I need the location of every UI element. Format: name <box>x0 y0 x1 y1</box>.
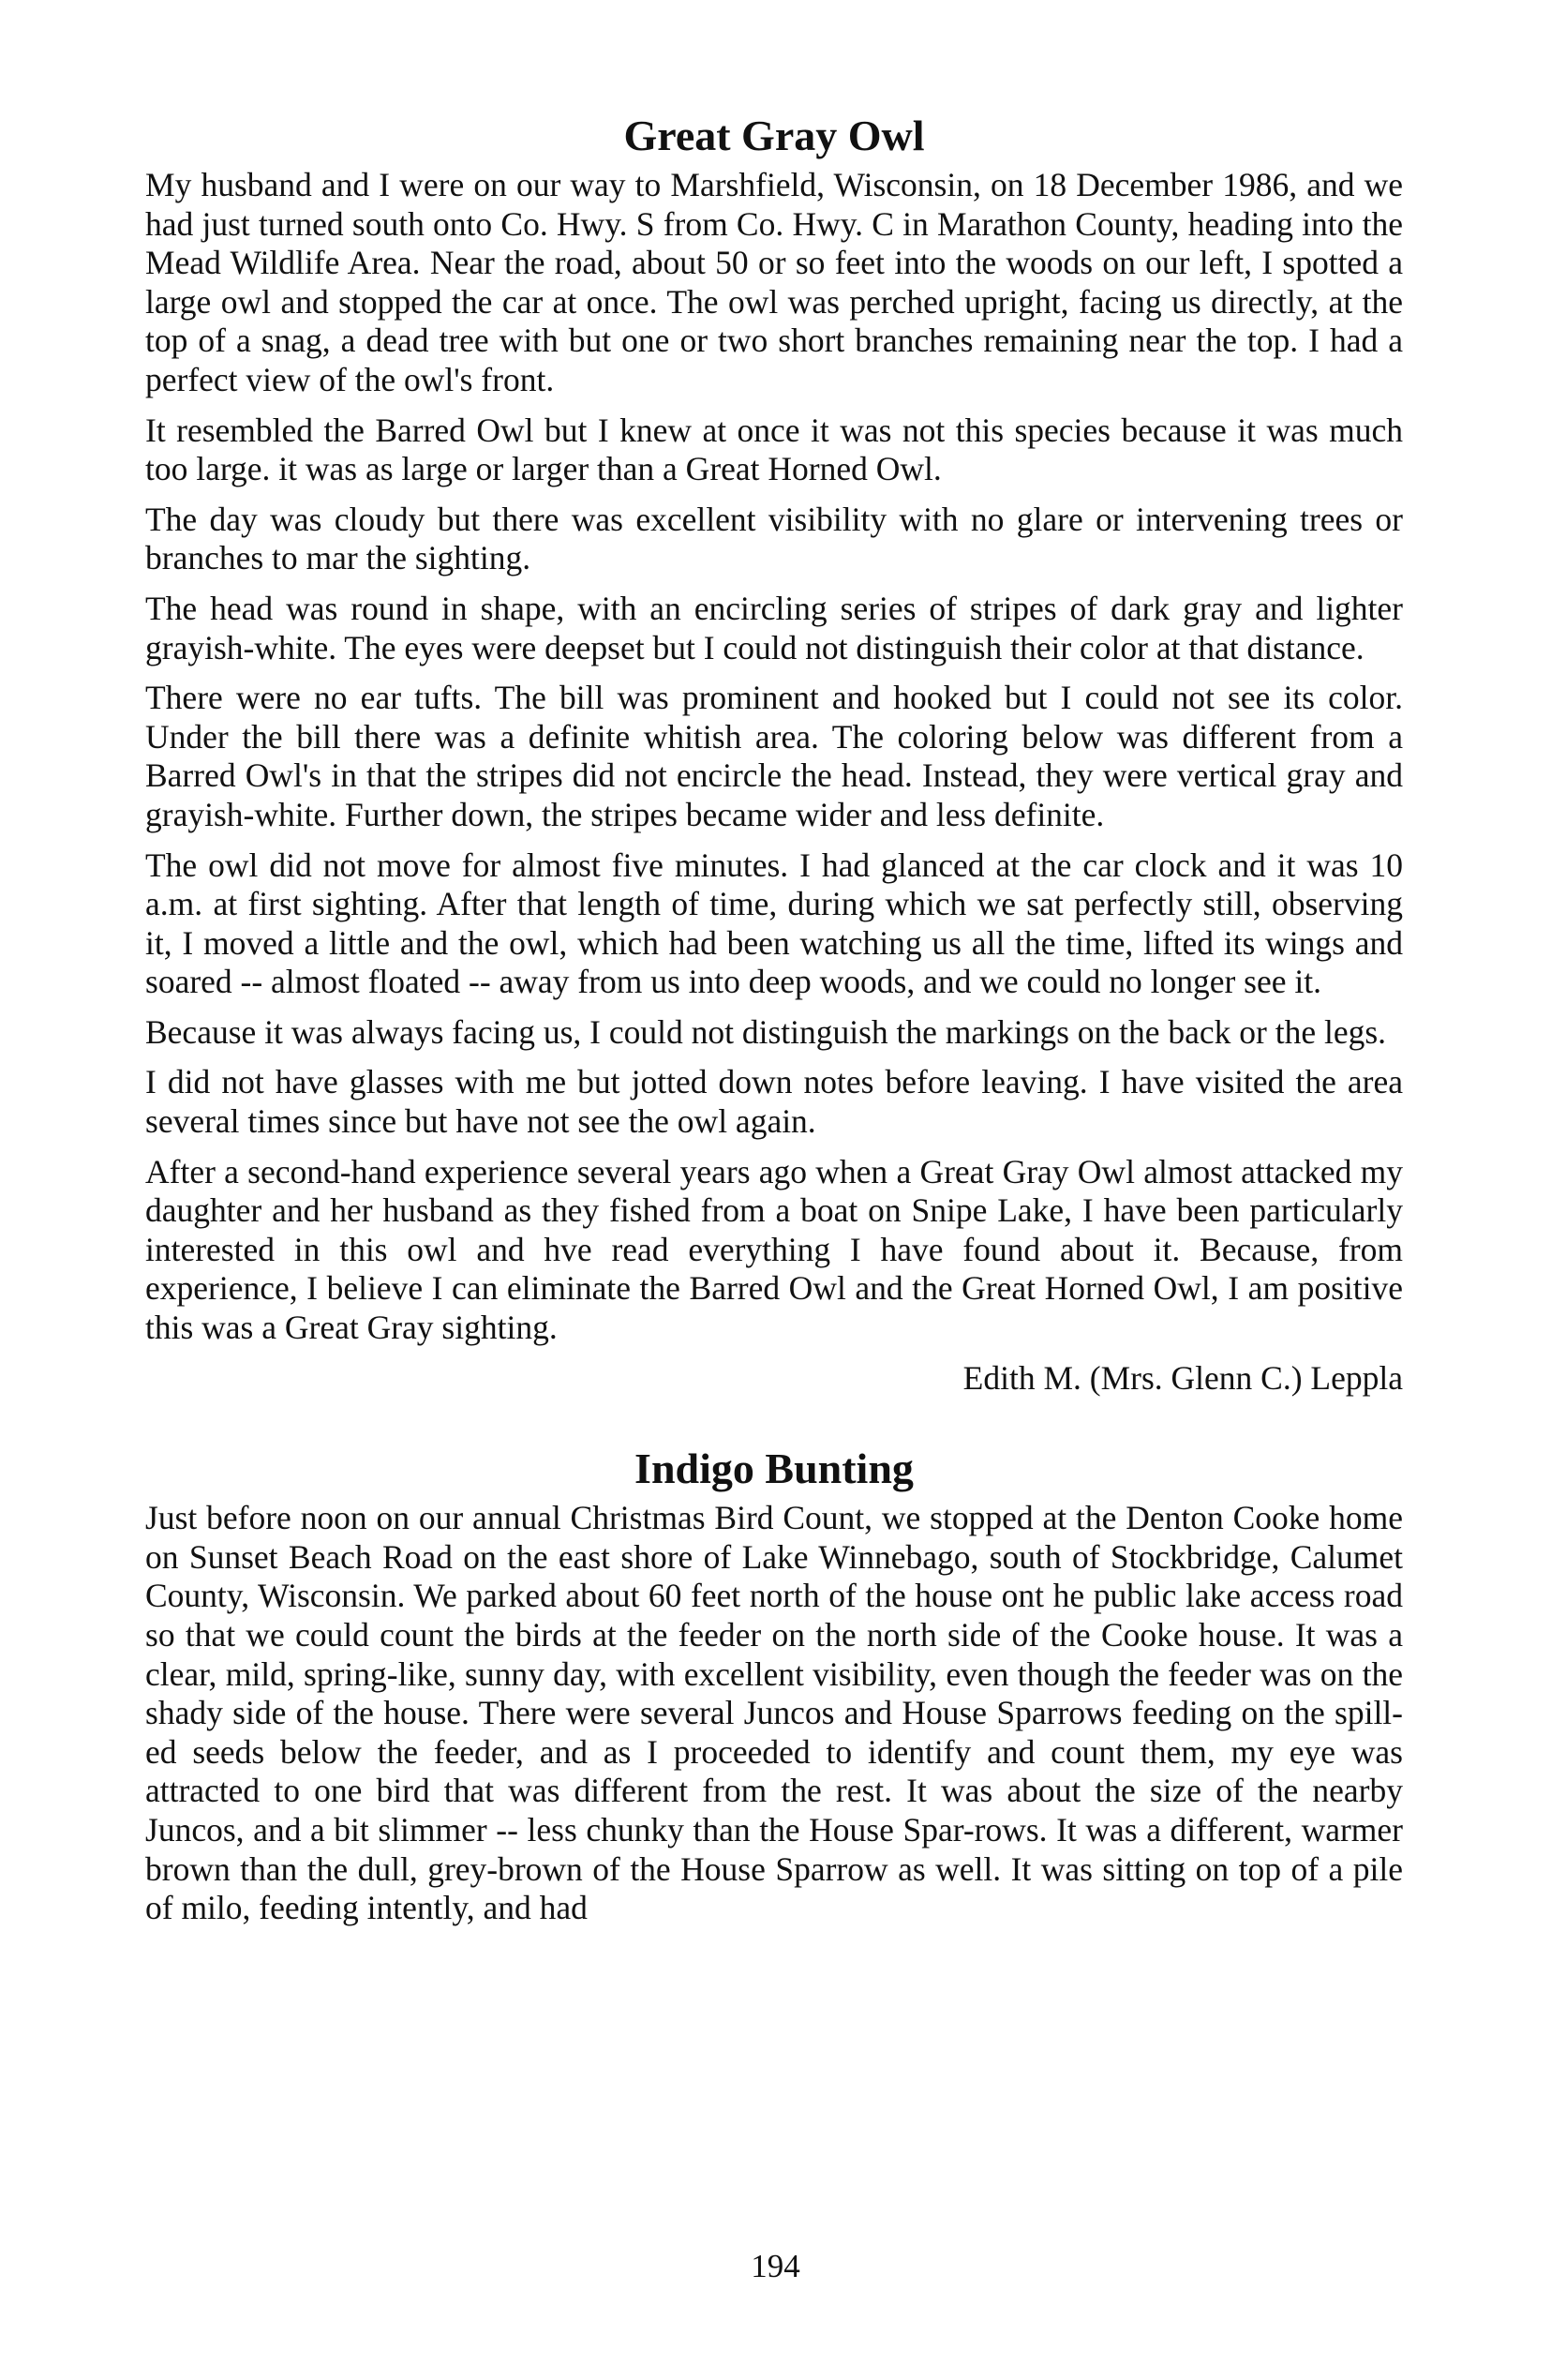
paragraph: My husband and I were on our way to Marshfield, Wisconsin, on 18 December 1986, and we had just turned south onto Co. Hwy. S from Co. Hwy. C in Marathon County, heading into the Mead Wildlife Area. Near the road, about 50 or so feet into the woods on our left, I spotted a large owl and stopped the car at once. The owl was perched upright, facing us directly, at the top of a snag, a dead tree with but one or two short branches remaining near the top. I had a perfect view of the owl's front. <box>145 166 1403 398</box>
paragraph: The day was cloudy but there was excellent visibility with no glare or intervening trees or branches to mar the sighting. <box>145 500 1403 577</box>
page-number: 194 <box>751 2248 800 2284</box>
paragraph: The head was round in shape, with an encircling series of stripes of dark gray and lighter grayish-white. The eyes were deepset but I could not distinguish their color at that distance. <box>145 589 1403 666</box>
paragraph: There were no ear tufts. The bill was prominent and hooked but I could not see its color. Under the bill there was a definite whitish area. The coloring below was different from a Barred Owl's in that the stripes did not encircle the head. Instead, they were vertical gray and grayish-white. Further down, the stripes became wider and less definite. <box>145 679 1403 833</box>
paragraph: After a second-hand experience several years ago when a Great Gray Owl almost attacked my daughter and her husband as they fished from a boat on Snipe Lake, I have been particularly interested in this owl and hve read everything I have found about it. Because, from experience, I believe I can eliminate the Barred Owl and the Great Horned Owl, I am positive this was a Great Gray sighting. <box>145 1152 1403 1347</box>
paragraph: Because it was always facing us, I could not distinguish the markings on the back or the legs. <box>145 1012 1387 1051</box>
paragraph: I did not have glasses with me but jotted down notes before leaving. I have visited the area several times since but have not see the owl again. <box>145 1063 1403 1141</box>
author-signature: Edith M. (Mrs. Glenn C.) Leppla <box>962 1358 1403 1397</box>
page-content <box>145 108 1403 1939</box>
article-title: Indigo Bunting <box>634 1444 914 1493</box>
article-title: Great Gray Owl <box>623 112 925 159</box>
paragraph: It resembled the Barred Owl but I knew at once it was not this species because it was much too large. it was as large or larger than a Great Horned Owl. <box>145 411 1403 488</box>
article-great-gray-owl <box>145 108 1403 1398</box>
paragraph: Just before noon on our annual Christmas Bird Count, we stopped at the Denton Cooke home on Sunset Beach Road on the east shore of Lake Winnebago, south of Stockbridge, Calumet County, Wisconsin. We parked about 60 feet north of the house ont he public lake access road so that we could count the birds at the feeder on the north side of the Cooke house. It was a clear, mild, spring-like, sunny day, with excellent visibility, even though the feeder was on the shady side of the house. There were several Juncos and House Sparrows feeding on the spill-ed seeds below the feeder, and as I proceeded to identify and count them, my eye was attracted to one bird that was different from the rest. It was about the size of the nearby Juncos, and a bit slimmer -- less chunky than the House Spar-rows. It was a different, warmer brown than the dull, grey-brown of the House Sparrow as well. It was sitting on top of a pile of milo, feeding intently, and had <box>145 1499 1403 1927</box>
paragraph: The owl did not move for almost five minutes. I had glanced at the car clock and it was 10 a.m. at first sighting. After that length of time, during which we sat perfectly still, observing it, I moved a little and the owl, which had been watching us all the time, lifted its wings and soared -- almost floated -- away from us into deep woods, and we could no longer see it. <box>145 846 1403 1001</box>
article-indigo-bunting <box>145 1441 1403 1928</box>
